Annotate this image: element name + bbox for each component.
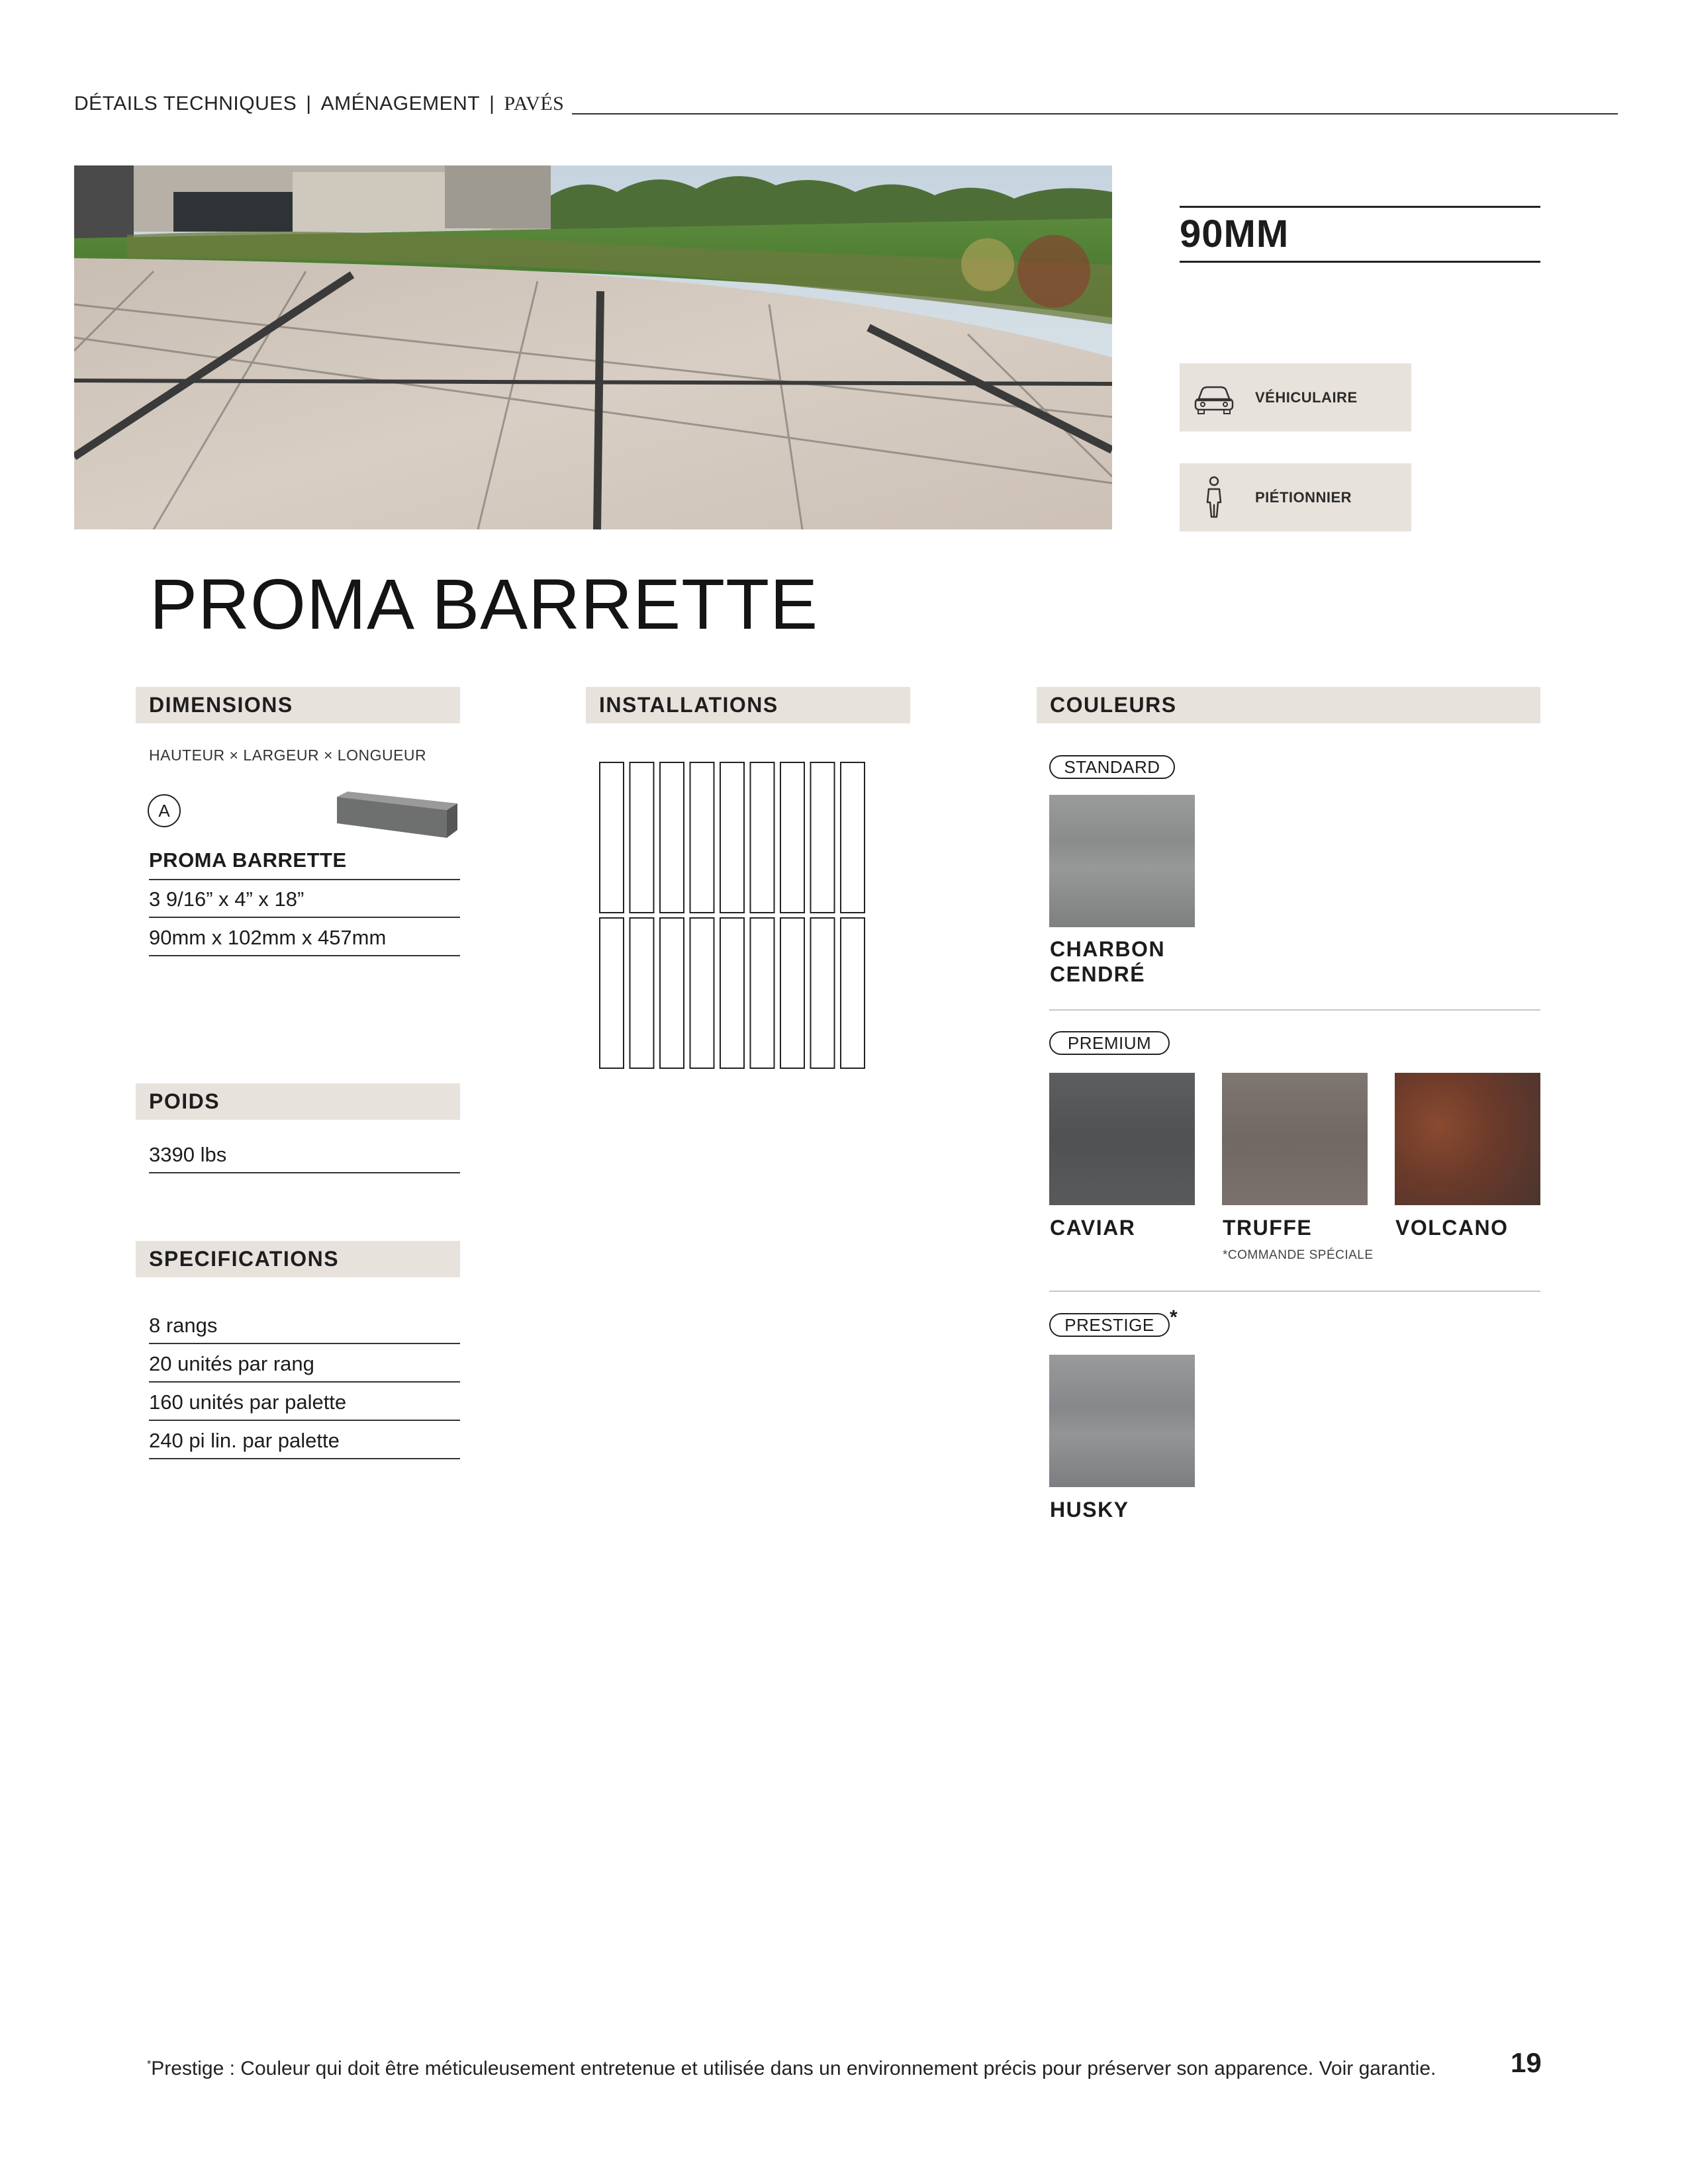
colour-name-caviar: CAVIAR: [1050, 1216, 1136, 1240]
swatch-caviar: [1049, 1073, 1195, 1205]
installation-unit: [720, 762, 744, 913]
spec-row: 160 unités par palette: [149, 1383, 460, 1421]
usage-badge-vehicular: [1180, 363, 1411, 432]
installation-unit: [660, 762, 684, 913]
installation-unit: [780, 918, 804, 1068]
thickness-label: 90MM: [1180, 212, 1289, 255]
dimension-product-name: PROMA BARRETTE: [149, 848, 460, 880]
paver-block-illustration: [334, 788, 460, 841]
breadcrumb-item: AMÉNAGEMENT: [320, 93, 481, 114]
thickness-rule-top: [1180, 206, 1540, 208]
spec-row: 8 rangs: [149, 1306, 460, 1344]
spec-row: 240 pi lin. par palette: [149, 1422, 460, 1459]
badge-premium: PREMIUM: [1049, 1031, 1170, 1055]
usage-label-vehicular: VÉHICULAIRE: [1255, 388, 1358, 406]
specifications-header: SPECIFICATIONS: [136, 1241, 460, 1277]
weight-value: 3390 lbs: [149, 1136, 460, 1173]
colour-name-charbon-cendre: CHARBON CENDRÉ: [1050, 937, 1166, 986]
installation-unit: [600, 762, 624, 913]
special-order-note: *COMMANDE SPÉCIALE: [1223, 1248, 1374, 1262]
colour-name-volcano: VOLCANO: [1395, 1216, 1509, 1240]
page-number: 19: [1511, 2047, 1542, 2078]
installation-unit: [780, 762, 804, 913]
swatch-husky: [1049, 1355, 1195, 1487]
installation-unit: [600, 918, 624, 1068]
driveway-photo-illustration: [74, 165, 1112, 529]
installations-header: INSTALLATIONS: [586, 687, 910, 723]
badge-standard: STANDARD: [1049, 755, 1175, 779]
usage-label-pedestrian: PIÉTIONNIER: [1255, 488, 1352, 506]
installation-unit: [751, 762, 774, 913]
usage-badge-pedestrian: [1180, 463, 1411, 531]
colour-divider: [1049, 1291, 1540, 1292]
installation-unit: [811, 762, 835, 913]
breadcrumb: [74, 93, 564, 115]
installation-pattern-diagram: [598, 761, 871, 1069]
installation-unit: [630, 918, 654, 1068]
car-icon: [1192, 378, 1237, 418]
hero-photo: [74, 165, 1112, 529]
swatch-volcano: [1395, 1073, 1540, 1205]
prestige-asterisk: *: [1170, 1306, 1178, 1328]
installation-unit: [630, 762, 654, 913]
colours-header: COULEURS: [1037, 687, 1540, 723]
pedestrian-icon: [1192, 475, 1237, 521]
breadcrumb-item: DÉTAILS TECHNIQUES: [74, 93, 297, 114]
installation-unit: [811, 918, 835, 1068]
installation-unit: [660, 918, 684, 1068]
dimensions-subheader: HAUTEUR × LARGEUR × LONGUEUR: [149, 747, 427, 764]
badge-prestige: PRESTIGE: [1049, 1313, 1170, 1337]
weight-header: POIDS: [136, 1083, 460, 1120]
footnote: [147, 2058, 1436, 2080]
colour-name-truffe: TRUFFE: [1223, 1216, 1313, 1240]
breadcrumb-item: PAVÉS: [504, 93, 565, 114]
installation-unit: [841, 918, 865, 1068]
dimension-metric: 90mm x 102mm x 457mm: [149, 919, 460, 956]
breadcrumb-separator: |: [306, 93, 312, 114]
product-title: PROMA BARRETTE: [150, 564, 819, 644]
installation-unit: [720, 918, 744, 1068]
installation-unit: [690, 762, 714, 913]
dimensions-header: DIMENSIONS: [136, 687, 460, 723]
header-rule: [572, 113, 1618, 114]
colour-name-husky: HUSKY: [1050, 1498, 1129, 1522]
installation-unit: [751, 918, 774, 1068]
dimension-imperial: 3 9/16” x 4” x 18”: [149, 880, 460, 918]
thickness-rule-bottom: [1180, 261, 1540, 263]
colour-divider: [1049, 1009, 1540, 1011]
swatch-truffe: [1222, 1073, 1368, 1205]
installation-unit: [841, 762, 865, 913]
swatch-charbon-cendre: [1049, 795, 1195, 927]
installation-unit: [690, 918, 714, 1068]
spec-row: 20 unités par rang: [149, 1345, 460, 1383]
footnote-text: Prestige : Couleur qui doit être méticuleusement entretenue et utilisée dans un environnement précis pour préserver son apparence. Voir garantie.: [151, 2058, 1436, 2079]
footnote-mark: *: [147, 2059, 152, 2070]
breadcrumb-separator: |: [489, 93, 495, 114]
dimension-marker: A: [148, 794, 181, 827]
